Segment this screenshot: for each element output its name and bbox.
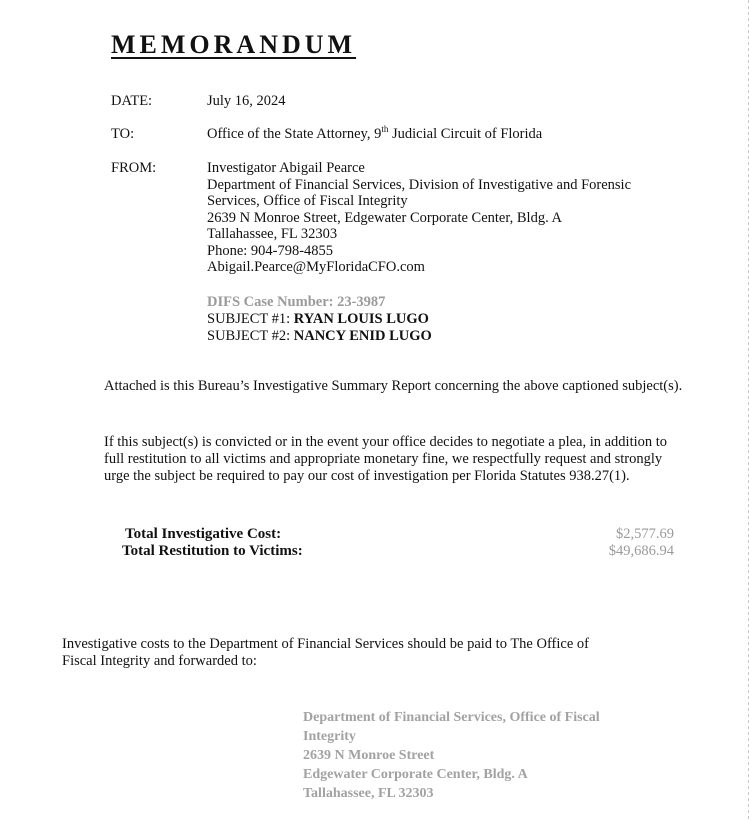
body-paragraph-2: If this subject(s) is convicted or in the event your office decides to negotiate a plea, in addition to full restitution to all victims and appropriate monetary fine, we respectfully request and strongly urge the subject be required to pay our cost of investigation per Florida Statutes 938.27(1).: [104, 434, 668, 484]
from-line: Tallahassee, FL 32303: [207, 226, 338, 242]
from-line: Phone: 904-798-4855: [207, 242, 334, 259]
subject-1: [207, 311, 429, 328]
from-line: Services, Office of Fiscal Integrity: [207, 193, 408, 209]
to-value-superscript: th: [381, 124, 389, 135]
investigative-cost-value: $2,577.69: [616, 526, 674, 542]
from-line: Department of Financial Services, Division of Investigative and Forensic: [207, 176, 632, 193]
subject-2-label: SUBJECT #2:: [207, 328, 294, 344]
from-label: FROM:: [111, 160, 157, 176]
address-line: Department of Financial Services, Office of Fiscal: [303, 710, 600, 725]
case-number: DIFS Case Number: 23-3987: [207, 294, 386, 310]
address-line: Tallahassee, FL 32303: [303, 786, 434, 801]
from-line: Investigator Abigail Pearce: [207, 160, 365, 176]
investigative-cost-label: Total Investigative Cost:: [125, 526, 282, 542]
subject-1-label: SUBJECT #1:: [207, 311, 294, 327]
restitution-value: $49,686.94: [608, 543, 674, 559]
from-email: Abigail.Pearce@MyFloridaCFO.com: [207, 259, 425, 275]
from-line: 2639 N Monroe Street, Edgewater Corporate Center, Bldg. A: [207, 209, 562, 226]
subject-1-name: RYAN LOUIS LUGO: [293, 311, 429, 327]
subject-2: [207, 328, 432, 345]
payment-instructions: Investigative costs to the Department of Financial Services should be paid to The Office of Fiscal Integrity and forwarded to:: [62, 636, 589, 669]
memo-title: MEMORANDUM: [111, 30, 357, 59]
address-line: Edgewater Corporate Center, Bldg. A: [303, 767, 528, 782]
page-edge-divider: [748, 0, 749, 821]
address-line: Integrity: [303, 729, 356, 744]
subject-2-name: NANCY ENID LUGO: [293, 328, 432, 344]
from-block: [207, 160, 631, 276]
restitution-label: Total Restitution to Victims:: [122, 543, 303, 559]
to-value: [207, 126, 542, 143]
to-value-suffix: Judicial Circuit of Florida: [388, 126, 543, 142]
date-label: DATE:: [111, 93, 153, 109]
date-value: July 16, 2024: [207, 93, 286, 109]
body-paragraph-1: Attached is this Bureau’s Investigative Summary Report concerning the above captioned subject(s).: [104, 378, 683, 394]
to-value-prefix: Office of the State Attorney, 9: [207, 126, 382, 142]
to-label: TO:: [111, 126, 135, 142]
remit-address: [303, 708, 663, 803]
address-line: 2639 N Monroe Street: [303, 748, 435, 763]
